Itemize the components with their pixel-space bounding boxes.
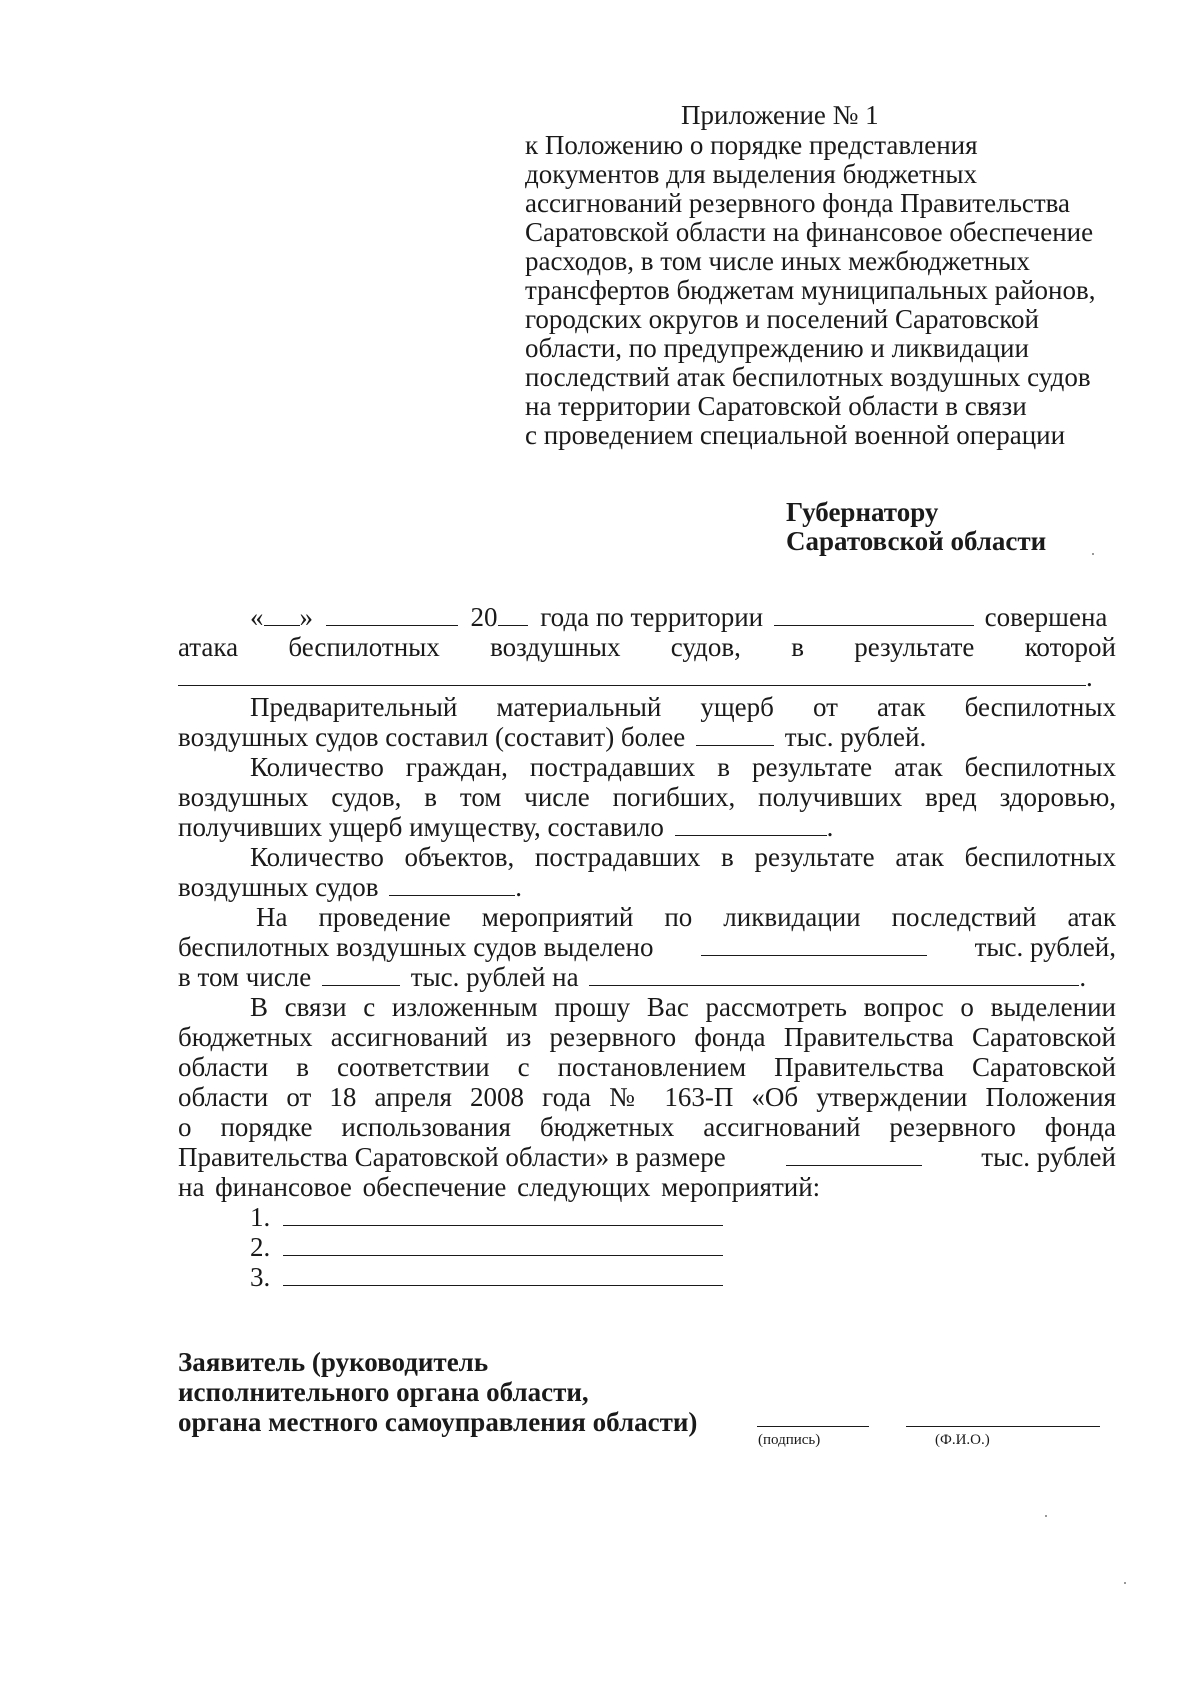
list-item (250, 1202, 723, 1232)
consequence-blank[interactable] (178, 663, 1086, 686)
territory-blank[interactable] (774, 603, 974, 626)
p1-line-2-word: беспилотных (288, 632, 440, 662)
period: . (1086, 662, 1093, 692)
measure-blank-3[interactable] (283, 1263, 723, 1286)
applicant-line-3: органа местного самоуправления области) (178, 1407, 698, 1437)
p1-line-2-word: которой (1024, 632, 1116, 662)
scan-speck (1092, 553, 1094, 555)
p1-line-2-word: результате (854, 632, 975, 662)
p6-line-4: области от 18 апреля 2008 года № 163-П «Об утверждении Положения (178, 1082, 1116, 1112)
full-name-caption: (Ф.И.О.) (935, 1432, 990, 1448)
p1-line-2 (178, 632, 1116, 662)
measure-blank-1[interactable] (283, 1203, 723, 1226)
p6-line-6-text: Правительства Саратовской области» в размере (178, 1142, 726, 1172)
appendix-line: к Положению о порядке представления (525, 130, 978, 160)
period: . (826, 812, 834, 842)
p6-line-7: на финансовое обеспечение следующих мероприятий: (178, 1172, 821, 1202)
p2-line-2-unit: тыс. рублей. (784, 722, 927, 752)
list-item (250, 1232, 723, 1262)
p6-line-5: о порядке использования бюджетных ассигнований резервного фонда (178, 1112, 1116, 1142)
signature-line[interactable] (757, 1426, 869, 1427)
p4-line-1: Количество объектов, пострадавших в результате атак беспилотных (250, 842, 1116, 872)
appendix-line: документов для выделения бюджетных (525, 159, 978, 189)
period: . (1079, 962, 1087, 992)
list-number: 2. (250, 1232, 271, 1262)
full-name-line[interactable] (906, 1426, 1100, 1427)
p1-line-2-word: атака (178, 632, 239, 662)
signature-caption: (подпись) (758, 1432, 821, 1448)
p5-line-1: На проведение мероприятий по ликвидации последствий атак (256, 902, 1116, 932)
p5-line-3-text-a: в том числе (178, 962, 312, 992)
p5-line-2-text: беспилотных воздушных судов выделено (178, 932, 654, 962)
p1-line-3 (178, 662, 1093, 692)
allocated-amount-blank[interactable] (701, 933, 927, 956)
open-quote: « (250, 602, 264, 632)
p1-line-2-word: судов, (670, 632, 741, 662)
close-quote: » (299, 602, 313, 632)
p2-line-2-text: воздушных судов составил (составит) более (178, 722, 686, 752)
measure-blank-2[interactable] (283, 1233, 723, 1256)
day-blank[interactable] (264, 603, 300, 626)
p3-line-2: воздушных судов, в том числе погибших, получивших вред здоровью, (178, 782, 1116, 812)
p4-line-2 (178, 872, 522, 902)
p1-line-2-word: воздушных (490, 632, 621, 662)
requested-amount-blank[interactable] (786, 1143, 922, 1166)
applicant-line-2: исполнительного органа области, (178, 1377, 589, 1407)
p3-line-1: Количество граждан, пострадавших в результате атак беспилотных (250, 752, 1116, 782)
p6-line-1: В связи с изложенным прошу Вас рассмотреть вопрос о выделении (250, 992, 1116, 1022)
month-blank[interactable] (326, 603, 458, 626)
damage-amount-blank[interactable] (696, 723, 774, 746)
appendix-line: трансфертов бюджетам муниципальных районов, (525, 275, 1096, 305)
applicant-line-1: Заявитель (руководитель (178, 1347, 489, 1377)
p1-line-1 (250, 602, 1107, 632)
addressee-line-2: Саратовской области (786, 526, 1047, 556)
scan-speck (1045, 1515, 1047, 1517)
p6-line-2: бюджетных ассигнований из резервного фонда Правительства Саратовской (178, 1022, 1116, 1052)
year-blank[interactable] (498, 603, 528, 626)
including-purpose-blank[interactable] (589, 963, 1079, 986)
p3-line-3 (178, 812, 833, 842)
objects-count-blank[interactable] (389, 873, 515, 896)
list-number: 1. (250, 1202, 271, 1232)
p5-line-3-text-b: тыс. рублей на (410, 962, 579, 992)
p6-line-6 (178, 1142, 1116, 1172)
victims-count-blank[interactable] (675, 813, 827, 836)
p4-line-2-text: воздушных судов (178, 872, 379, 902)
appendix-line: ассигнований резервного фонда Правительства (525, 188, 1071, 218)
p2-line-1: Предварительный материальный ущерб от атак беспилотных (250, 692, 1116, 722)
appendix-line: на территории Саратовской области в связи (525, 391, 1027, 421)
appendix-title: Приложение № 1 (681, 100, 879, 130)
addressee-line-1: Губернатору (786, 497, 939, 527)
list-number: 3. (250, 1262, 271, 1292)
appendix-line: расходов, в том числе иных межбюджетных (525, 246, 1030, 276)
p6-line-6-unit: тыс. рублей (981, 1142, 1116, 1172)
appendix-line: последствий атак беспилотных воздушных судов (525, 362, 1091, 392)
p3-line-3-text: получивших ущерб имуществу, составило (178, 812, 664, 842)
committed-text: совершена (984, 602, 1108, 632)
p6-line-3: области в соответствии с постановлением Правительства Саратовской (178, 1052, 1116, 1082)
p1-line-2-word: в (791, 632, 804, 662)
appendix-line: области, по предупреждению и ликвидации (525, 333, 1029, 363)
period: . (515, 872, 523, 902)
including-amount-blank[interactable] (322, 963, 400, 986)
p2-line-2 (178, 722, 926, 752)
appendix-line: городских округов и поселений Саратовской (525, 304, 1039, 334)
appendix-line: Саратовской области на финансовое обеспечение (525, 217, 1094, 247)
p5-line-2 (178, 932, 1116, 962)
appendix-line: с проведением специальной военной операции (525, 420, 1066, 450)
p5-line-2-unit: тыс. рублей, (974, 932, 1116, 962)
p5-line-3 (178, 962, 1086, 992)
territory-text: года по территории (540, 602, 764, 632)
scan-speck (1124, 1582, 1126, 1584)
year-prefix: 20 (470, 602, 498, 632)
list-item (250, 1262, 723, 1292)
